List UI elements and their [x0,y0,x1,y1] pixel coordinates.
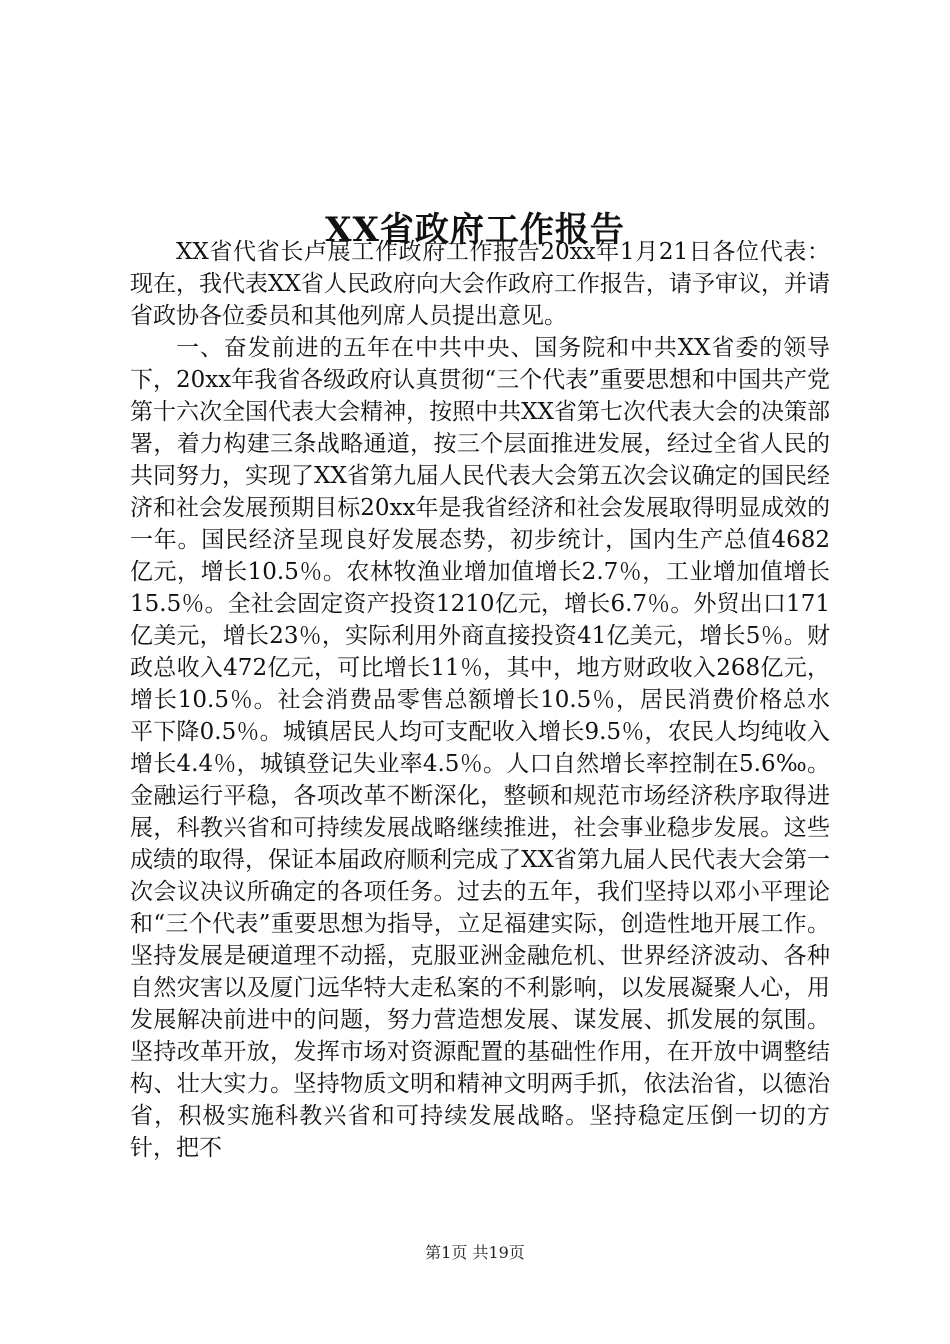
paragraph-section-one: 一、奋发前进的五年在中共中央、国务院和中共XX省委的领导下，20xx年我省各级政府认真贯彻“三个代表”重要思想和中国共产党第十六次全国代表大会精神，按照中共XX省第七次代表大会的决策部署，着力构建三条战略通道，按三个层面推进发展，经过全省人民的共同努力，实现了XX省第九届人民代表大会第五次会议确定的国民经济和社会发展预期目标20xx年是我省经济和社会发展取得明显成效的一年。国民经济呈现良好发展态势，初步统计，国内生产总值4682亿元，增长10.5％。农林牧渔业增加值增长2.7％，工业增加值增长15.5％。全社会固定资产投资1210亿元，增长6.7％。外贸出口171亿美元，增长23％，实际利用外商直接投资41亿美元，增长5％。财政总收入472亿元，可比增长11％，其中，地方财政收入268亿元，增长10.5％。社会消费品零售总额增长10.5％，居民消费价格总水平下降0.5％。城镇居民人均可支配收入增长9.5％，农民人均纯收入增长4.4％，城镇登记失业率4.5％。人口自然增长率控制在5.6‰。金融运行平稳，各项改革不断深化，整顿和规范市场经济秩序取得进展，科教兴省和可持续发展战略继续推进，社会事业稳步发展。这些成绩的取得，保证本届政府顺利完成了XX省第九届人民代表大会第一次会议决议所确定的各项任务。过去的五年，我们坚持以邓小平理论和“三个代表”重要思想为指导，立足福建实际，创造性地开展工作。坚持发展是硬道理不动摇，克服亚洲金融危机、世界经济波动、各种自然灾害以及厦门远华特大走私案的不利影响，以发展凝聚人心，用发展解决前进中的问题，努力营造想发展、谋发展、抓发展的氛围。坚持改革开放，发挥市场对资源配置的基础性作用，在开放中调整结构、壮大实力。坚持物质文明和精神文明两手抓，依法治省，以德治省，积极实施科教兴省和可持续发展战略。坚持稳定压倒一切的方针，把不 [130,335,830,1161]
document-title: XX省政府工作报告 [325,209,625,250]
paragraph-intro: XX省代省长卢展工作政府工作报告20xx年1月21日各位代表：现在，我代表XX省人民政府向大会作政府工作报告，请予审议，并请省政协各位委员和其他列席人员提出意见。 [130,239,830,329]
page-number-footer: 第1页 共19页 [425,1243,525,1262]
document-body [130,236,830,1164]
